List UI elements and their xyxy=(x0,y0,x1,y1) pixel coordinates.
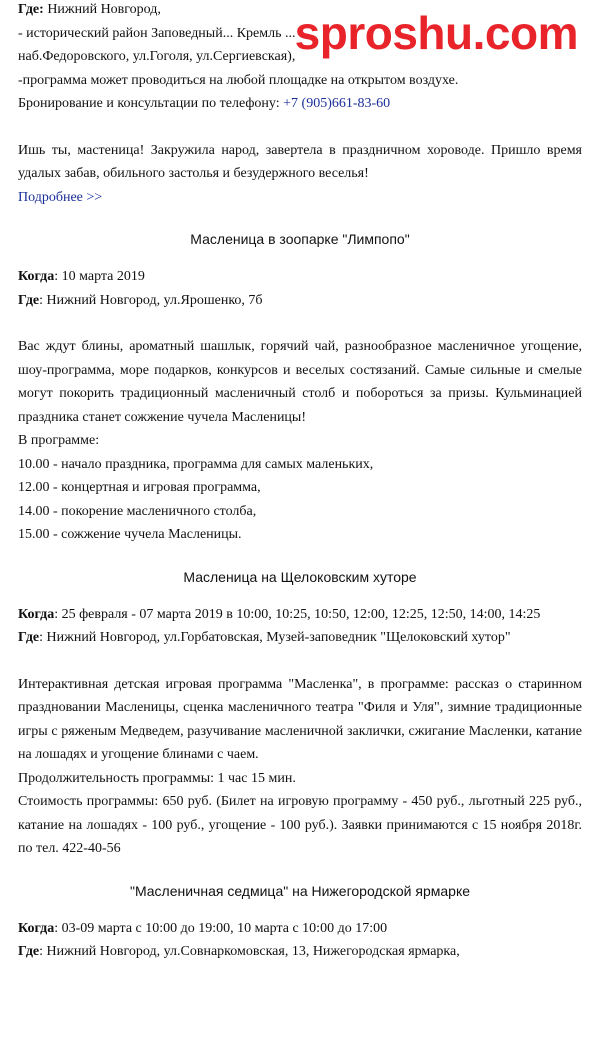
where-value: : Нижний Новгород, ул.Горбатовская, Музей-заповедник "Щелоковский хутор" xyxy=(39,630,511,645)
intro-description: Ишь ты, мастеница! Закружила народ, завертела в праздничном хороводе. Пришло время удалых забав, обильного застолья и безудержного веселья! xyxy=(18,142,582,181)
intro-line-4: -программа может проводиться на любой площадке на открытом воздухе. xyxy=(18,72,459,88)
event2-price: Стоимость программы: 650 руб. (Билет на игровую программу - 450 руб., льготный 225 руб., катание на лошадях - 100 руб., угощение - 100 руб.). Заявки принимаются с 15 ноября 2018г. по тел. 422-40-56 xyxy=(18,794,582,856)
event-title-shchelokov: Масленица на Щелоковским хуторе xyxy=(183,568,417,585)
event2-when xyxy=(18,603,582,627)
when-value: : 25 февраля - 07 марта 2019 в 10:00, 10:25, 10:50, 12:00, 12:25, 12:50, 14:00, 14:25 xyxy=(54,606,541,622)
event-title-limpopo: Масленица в зоопарке "Лимпопо" xyxy=(190,231,410,247)
intro-line-3: наб.Федоровского, ул.Гоголя, ул.Сергиевская), xyxy=(18,49,296,64)
where-label: Где xyxy=(18,292,40,308)
program-item: 12.00 - концертная и игровая программа, xyxy=(18,480,261,495)
when-label: Когда xyxy=(18,920,55,936)
event2-where xyxy=(18,626,582,650)
booking-phone: +7 (905)661-83-60 xyxy=(283,96,391,111)
program-item: 10.00 - начало праздника, программа для самых маленьких, xyxy=(18,456,374,472)
event1-program-label: В программе: xyxy=(18,433,100,448)
where-value: Нижний Новгород, xyxy=(43,2,161,17)
booking-text: Бронирование и консультации по телефону: xyxy=(18,96,284,111)
where-label: Где xyxy=(18,944,40,959)
where-label: Где xyxy=(18,630,40,645)
when-value: : 03-09 марта с 10:00 до 19:00, 10 марта с 10:00 до 17:00 xyxy=(54,920,388,936)
watermark-logo: sproshu.com xyxy=(294,7,578,59)
where-value: : Нижний Новгород, ул.Совнаркомовская, 13, Нижегородская ярмарка, xyxy=(39,944,460,959)
program-item: 15.00 - сожжение чучела Масленицы. xyxy=(18,527,242,542)
when-value: : 10 марта 2019 xyxy=(54,269,145,284)
more-link[interactable]: Подробнее >> xyxy=(18,189,103,205)
when-label: Когда xyxy=(18,606,55,622)
program-item: 14.00 - покорение масленичного столба, xyxy=(18,503,257,519)
event2-duration: Продолжительность программы: 1 час 15 мин. xyxy=(18,770,296,786)
event3-when xyxy=(18,917,582,941)
event3-where xyxy=(18,940,582,964)
event1-when xyxy=(18,265,582,289)
intro-line-2: - исторический район Заповедный... Кремль ... xyxy=(18,25,296,41)
more-line xyxy=(18,186,582,210)
event1-where xyxy=(18,289,582,313)
event-title-yarmarka: "Масленичная седмица" на Нижегородской ярмарке xyxy=(129,882,471,899)
event2-description: Интерактивная детская игровая программа "Масленка", в программе: рассказ о старинном праздновании Масленицы, сценка масленичного театра "Филя и Уля", зимние традиционные игры с ряженым Медведем, разучивание масленичной заклички, сжигание Масленки, катание на лошадях и угощение блинами с чаем. xyxy=(18,676,582,762)
where-value: : Нижний Новгород, ул.Ярошенко, 7б xyxy=(39,292,263,308)
booking-line xyxy=(18,92,582,116)
when-label: Когда xyxy=(18,269,55,284)
event1-description: Вас ждут блины, ароматный шашлык, горячий чай, разнообразное масленичное угощение, шоу-программа, море подарков, конкурсов и веселых состязаний. Самые сильные и смелые могут покорить традиционный масленичный столб и побороться за призы. Кульминацией праздника станет сожжение чучела Масленицы! xyxy=(18,339,582,425)
where-label: Где: xyxy=(18,2,44,17)
